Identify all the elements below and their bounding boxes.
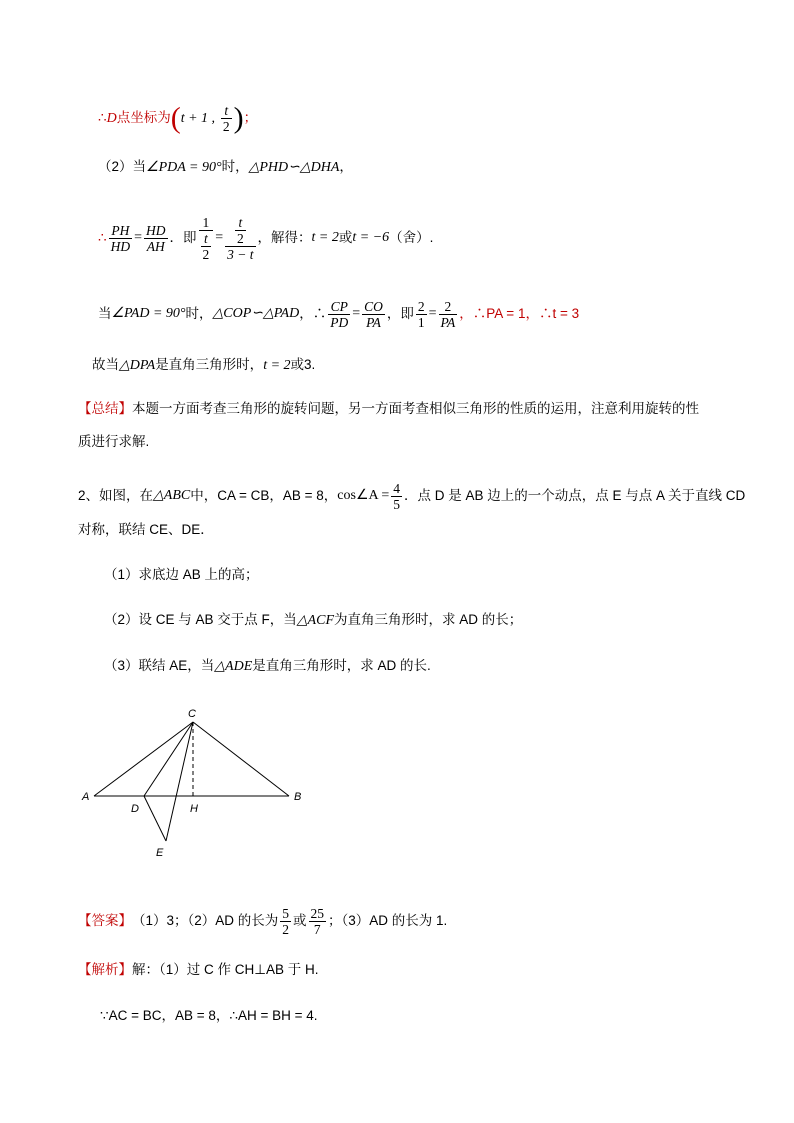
segment-ce — [166, 722, 193, 841]
equals: = — [215, 230, 224, 245]
semicolon: ； — [243, 110, 258, 126]
inner-numerator: t — [201, 231, 212, 247]
denominator: 7 — [313, 921, 321, 937]
sub-question-2 — [104, 611, 522, 630]
denominator-hd: HD — [110, 238, 131, 254]
analysis-line — [78, 961, 319, 979]
final-line — [100, 1007, 318, 1025]
ratio-hd-ah — [144, 223, 168, 254]
numerator-one: 1 — [199, 215, 214, 231]
shi-text: 时， — [185, 306, 213, 321]
line-ratio-solution — [98, 205, 433, 271]
label-b: B — [294, 791, 302, 803]
question2-line-2 — [78, 521, 214, 539]
sub3-text-a: （3）联结 AE，当 — [104, 658, 215, 673]
fraction-one-over-t2 — [199, 215, 214, 262]
angle-pda: ∠PDA = 90° — [146, 160, 222, 175]
label-d: D — [131, 803, 139, 815]
solution-t2: t = 2 — [311, 230, 339, 245]
numerator-ph: PH — [109, 223, 133, 239]
left-paren: ( — [170, 101, 181, 135]
ratio-cp-pd — [328, 299, 350, 330]
numerator: 5 — [282, 905, 290, 921]
sub2-text-b: 为直角三角形时，求 AD 的长； — [334, 612, 523, 627]
jie-text: ，解得： — [257, 230, 312, 245]
answer-fraction-25-7 — [309, 906, 327, 937]
cos-fraction — [391, 481, 402, 512]
label-e: E — [156, 847, 164, 859]
triangle-ade: △ADE — [214, 659, 253, 674]
inner-numerator: t — [235, 215, 246, 231]
denominator-ah: AH — [146, 238, 165, 254]
denominator-pa: PA — [366, 314, 381, 330]
summary-text-cont: 质进行求解. — [78, 434, 150, 449]
line-conclusion — [92, 356, 315, 375]
numerator-hd: HD — [146, 222, 166, 238]
triangle-dpa: △DPA — [119, 358, 156, 373]
comma-therefore: ，∴ — [299, 306, 327, 321]
segment-cb — [193, 722, 289, 796]
t-equals-2: t = 2 — [263, 358, 291, 373]
q2-connect-text: 对称，联结 CE、DE． — [78, 522, 214, 537]
segment-ca — [94, 722, 193, 796]
ji-text: ，即 — [386, 306, 414, 321]
answer-text-a: （1）3；（2）AD 的长为 — [132, 913, 279, 928]
sub-question-1 — [104, 566, 259, 584]
ji-text: ．即 — [169, 230, 197, 245]
therefore-symbol: ∴ — [98, 230, 107, 245]
analysis-text: 解：（1）过 C 作 CH⊥AB 于 H. — [132, 962, 319, 977]
equals: = — [352, 306, 361, 321]
numerator: 2 — [417, 298, 425, 314]
similarity-statement: △COP∽△PAD — [212, 306, 300, 321]
ah-bh-text: ∵AC = BC，AB = 8，∴AH = BH = 4. — [100, 1008, 318, 1023]
ratio-ph-hd — [109, 223, 133, 254]
result-pa-t: ，∴PA = 1，∴t = 3 — [459, 306, 580, 321]
right-paren: ) — [233, 101, 244, 135]
gu-text: 故当 — [92, 357, 119, 372]
shi-text: 时， — [221, 159, 249, 174]
solution-tm6: t = −6 — [352, 230, 390, 245]
inner-denominator: 2 — [236, 230, 244, 246]
answer-text-b: ；（3）AD 的长为 1. — [328, 913, 448, 928]
question2-line-1 — [78, 480, 745, 512]
line-d-coordinate — [98, 103, 257, 135]
sub3-text-b: 是直角三角形时，求 AD 的长. — [252, 658, 431, 673]
denominator-3-minus-t: 3 − t — [227, 246, 254, 262]
summary-text: 本题一方面考查三角形的旋转问题，另一方面考查相似三角形的性质的运用，注意利用旋转的性 — [132, 401, 699, 416]
rejected-text: （舍）. — [389, 230, 434, 245]
coord-x: t + 1 , — [180, 111, 216, 127]
segment-cd — [144, 722, 193, 796]
analysis-tag: 【解析】 — [78, 962, 132, 977]
triangle-abc: △ABC — [153, 488, 191, 503]
sub2-text-a: （2）设 CE 与 AB 交于点 F，当 — [104, 612, 297, 627]
numerator: 25 — [310, 905, 325, 921]
denominator: 5 — [393, 496, 400, 512]
label-a: A — [82, 791, 90, 803]
denominator: PA — [440, 314, 456, 330]
or-text: 或 — [293, 913, 307, 928]
similarity-statement: △PHD∽△DHA — [248, 160, 340, 175]
line-case-pad — [98, 296, 579, 332]
equals: = — [134, 230, 142, 245]
answer-tag: 【答案】 — [78, 913, 132, 928]
equals: = — [428, 306, 437, 321]
numerator: 4 — [393, 480, 400, 496]
q2-point-description: ．点 D 是 AB 边上的一个动点，点 E 与点 A 关于直线 CD — [404, 488, 746, 503]
comma: ， — [339, 159, 353, 174]
angle-pad: ∠PAD = 90° — [111, 306, 186, 321]
answer-fraction-5-2 — [280, 906, 291, 937]
ratio-co-pa — [362, 299, 385, 330]
cos-a: cos∠A = — [337, 488, 390, 503]
sub1-text: （1）求底边 AB 上的高； — [104, 567, 259, 582]
geometry-figure — [75, 700, 315, 865]
fraction-numerator: t — [221, 103, 232, 119]
coord-label: 点坐标为 — [116, 110, 171, 126]
summary-tag: 【总结】 — [78, 401, 132, 416]
point-d: D — [106, 111, 117, 127]
summary-line-2 — [78, 433, 149, 451]
q2-intro: 2、如图，在 — [78, 488, 154, 503]
label-h: H — [190, 803, 198, 815]
label-c: C — [188, 708, 196, 720]
segment-de — [144, 796, 166, 841]
dang-text: 当 — [98, 306, 112, 321]
or-3-text: 或3. — [290, 357, 316, 372]
fraction-t2-over-3mt — [225, 215, 255, 262]
or-text: 或 — [338, 230, 353, 245]
q2-conditions: 中，CA = CB，AB = 8， — [190, 488, 338, 503]
answer-line — [78, 903, 447, 939]
sub-question-3 — [104, 657, 431, 676]
line-case-pda — [98, 158, 353, 177]
numerator-co: CO — [364, 298, 383, 314]
inner-denominator: 2 — [202, 246, 210, 262]
fraction-denominator: 2 — [222, 119, 230, 134]
fraction-2-over-pa — [439, 299, 458, 330]
right-triangle-text: 是直角三角形时， — [155, 357, 264, 372]
summary-line-1 — [78, 400, 699, 418]
therefore-symbol: ∴ — [98, 110, 107, 126]
numerator-cp: CP — [328, 299, 350, 315]
denominator: 2 — [282, 921, 290, 937]
denominator: 1 — [417, 314, 425, 330]
case-label: （2）当 — [98, 159, 147, 174]
coord-y-fraction — [221, 103, 232, 134]
numerator: 2 — [439, 299, 458, 315]
fraction-2-over-1 — [416, 299, 427, 330]
denominator-pd: PD — [330, 314, 349, 330]
triangle-acf: △ACF — [296, 613, 334, 628]
